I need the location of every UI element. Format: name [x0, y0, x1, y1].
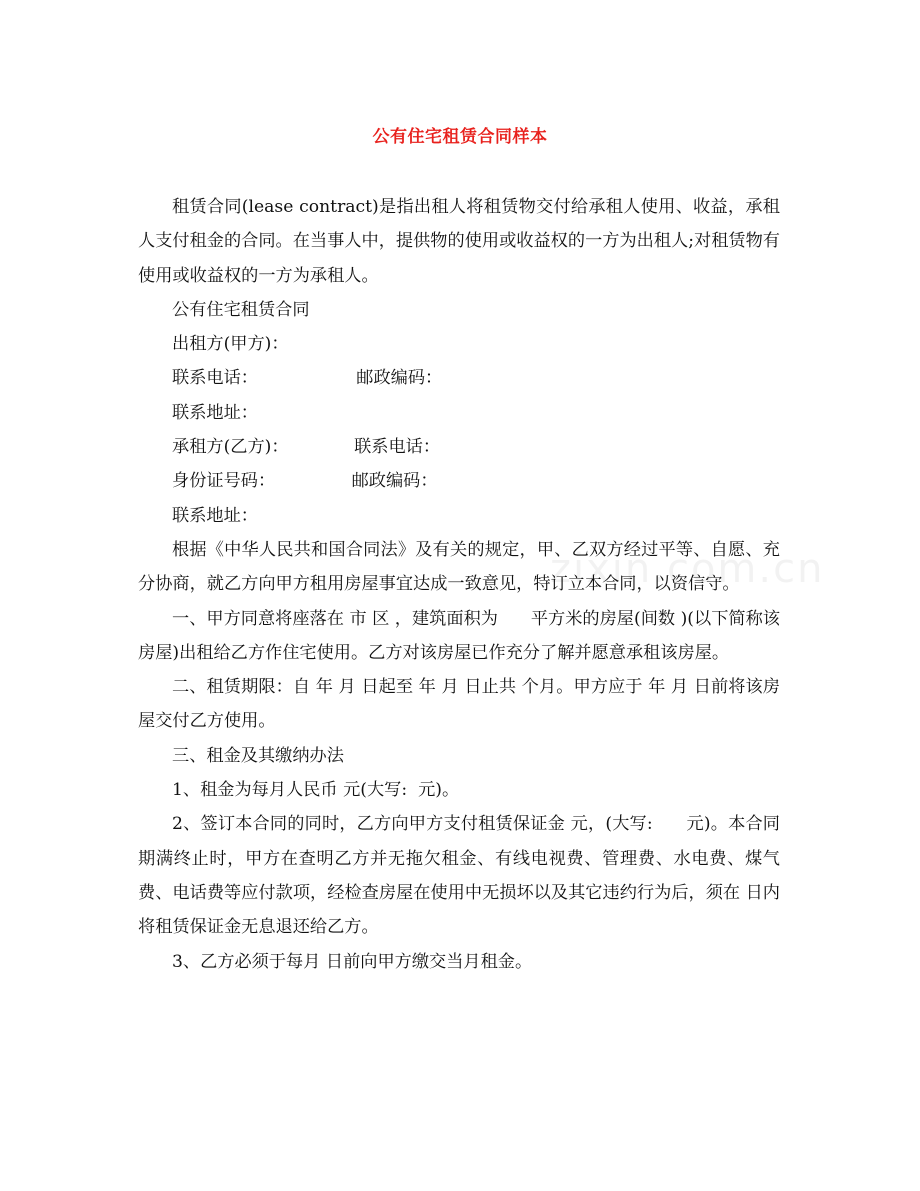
watermark: zixin.com.cn [550, 546, 825, 592]
document-body [138, 190, 780, 979]
intro-paragraph: 租赁合同(lease contract)是指出租人将租赁物交付给承租人使用、收益，承租人支付租金的合同。在当事人中，提供物的使用或收益权的一方为出租人;对租赁物有使用或收益权的一方为承租人。 [138, 197, 780, 286]
clause-2: 二、租赁期限：自 年 月 日起至 年 月 日止共 个月。甲方应于 年 月 日前将该房屋交付乙方使用。 [138, 677, 780, 732]
lessee-field: 承租方(乙方)： 联系电话： [172, 437, 441, 458]
contract-name: 公有住宅租赁合同 [172, 299, 310, 320]
lessor-address: 联系地址： [172, 402, 258, 423]
document-title: 公有住宅租赁合同样本 [372, 127, 548, 147]
lessee-id-postcode: 身份证号码： 邮政编码： [172, 471, 438, 492]
clause-3-item-2: 2、签订本合同的同时，乙方向甲方支付租赁保证金 元，(大写: 元)。本合同期满终止时，甲方在查明乙方并无拖欠租金、有线电视费、管理费、水电费、煤气费、电话费等应付款项，经检查房屋在使用中无损坏以及其它违约行为后，须在 日内将租赁保证金无息退还给乙方。 [138, 814, 780, 938]
clause-3-item-1: 1、租金为每月人民币 元(大写: 元)。 [172, 780, 460, 801]
preamble-paragraph: 根据《中华人民共和国合同法》及有关的规定，甲、乙双方经过平等、自愿、充分协商，就乙方向甲方租用房屋事宜达成一致意见，特订立本合同，以资信守。 [138, 539, 780, 595]
lessor-phone-postcode: 联系电话： 邮政编码： [172, 368, 443, 389]
clause-1: 一、甲方同意将座落在 市 区 ，建筑面积为 平方米的房屋(间数 )(以下简称该房屋)出租给乙方作住宅使用。乙方对该房屋已作充分了解并愿意承租该房屋。 [138, 608, 780, 663]
clause-3-heading: 三、租金及其缴纳办法 [172, 745, 344, 766]
lessor-field: 出租方(甲方)： [172, 334, 289, 355]
clause-3-item-3: 3、乙方必须于每月 日前向甲方缴交当月租金。 [172, 951, 533, 972]
lessee-address: 联系地址： [172, 505, 258, 526]
